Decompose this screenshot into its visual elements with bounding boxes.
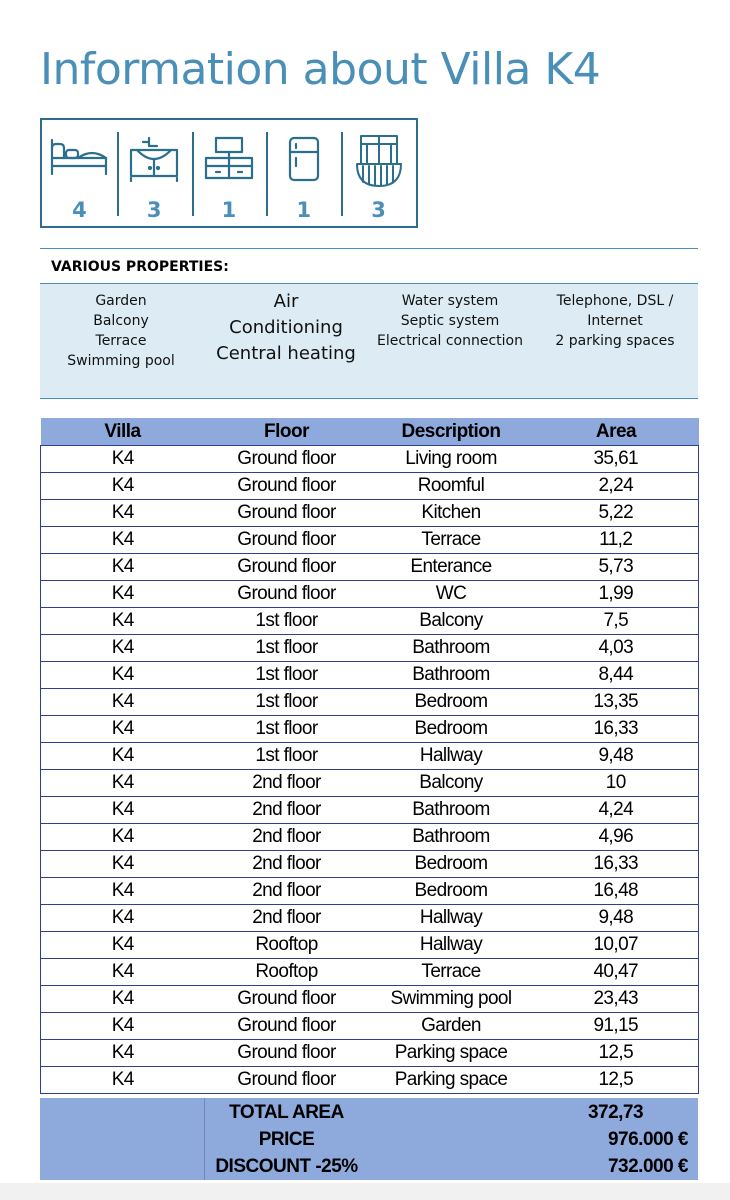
cell-area: 40,47: [534, 959, 699, 986]
cell-floor: Ground floor: [205, 473, 369, 500]
cell-villa: K4: [41, 1040, 205, 1067]
cell-floor: Ground floor: [205, 1067, 369, 1094]
cell-floor: 1st floor: [205, 689, 369, 716]
cell-floor: Ground floor: [205, 1013, 369, 1040]
discount-label: DISCOUNT -25%: [215, 1156, 358, 1177]
cell-villa: K4: [41, 581, 205, 608]
cell-area: 12,5: [534, 1040, 699, 1067]
amenity-bathrooms: [117, 120, 192, 226]
cell-description: WC: [369, 581, 534, 608]
table-row: [41, 662, 699, 689]
properties-column-climate: [216, 289, 356, 367]
cell-floor: 1st floor: [205, 608, 369, 635]
table-row: [41, 716, 699, 743]
cell-floor: Ground floor: [205, 554, 369, 581]
area-table-wrapper: [40, 418, 698, 1094]
cell-villa: K4: [41, 662, 205, 689]
column-header-villa: Villa: [41, 418, 205, 446]
table-row: [41, 635, 699, 662]
column-header-area: Area: [534, 418, 699, 446]
cell-floor: 2nd floor: [205, 851, 369, 878]
cell-villa: K4: [41, 770, 205, 797]
property-item: Balcony: [93, 313, 149, 329]
cell-area: 16,48: [534, 878, 699, 905]
discount-value: 732.000 €: [607, 1156, 688, 1177]
cell-villa: K4: [41, 797, 205, 824]
cell-area: 10: [534, 770, 699, 797]
cell-description: Bathroom: [369, 797, 534, 824]
cell-floor: 2nd floor: [205, 824, 369, 851]
bed-icon: [48, 134, 110, 178]
property-item: Air: [273, 291, 299, 312]
cell-area: 8,44: [534, 662, 699, 689]
cell-villa: K4: [41, 986, 205, 1013]
cell-floor: Rooftop: [205, 959, 369, 986]
cell-area: 4,24: [534, 797, 699, 824]
amenity-kitchens: [192, 120, 267, 226]
table-row: [41, 1040, 699, 1067]
cell-area: 91,15: [534, 1013, 699, 1040]
table-row: [41, 743, 699, 770]
cell-area: 16,33: [534, 851, 699, 878]
cell-description: Hallway: [369, 932, 534, 959]
cell-description: Enterance: [369, 554, 534, 581]
cell-description: Bathroom: [369, 662, 534, 689]
property-item: 2 parking spaces: [555, 333, 675, 349]
table-row: [41, 905, 699, 932]
cell-floor: Ground floor: [205, 446, 369, 473]
cell-floor: Ground floor: [205, 581, 369, 608]
cell-description: Parking space: [369, 1067, 534, 1094]
cell-description: Living room: [369, 446, 534, 473]
table-row: [41, 1013, 699, 1040]
cell-floor: 2nd floor: [205, 878, 369, 905]
table-row: [41, 446, 699, 473]
property-item: Central heating: [216, 343, 356, 364]
cell-description: Bedroom: [369, 851, 534, 878]
properties-divider: [40, 248, 698, 249]
cell-villa: K4: [41, 446, 205, 473]
table-row: [41, 608, 699, 635]
refrigerator-count: 1: [296, 198, 312, 222]
table-row: [41, 851, 699, 878]
cell-area: 16,33: [534, 716, 699, 743]
amenity-bedrooms: [42, 120, 117, 226]
property-item: Septic system: [400, 313, 500, 329]
table-row: [41, 824, 699, 851]
cell-floor: 2nd floor: [205, 905, 369, 932]
refrigerator-icon: [284, 134, 324, 184]
cell-villa: K4: [41, 824, 205, 851]
cell-area: 10,07: [534, 932, 699, 959]
kitchen-counter-icon: [202, 134, 256, 182]
property-item: Water system: [401, 293, 499, 309]
cell-villa: K4: [41, 1013, 205, 1040]
cell-description: Garden: [369, 1013, 534, 1040]
cell-description: Bedroom: [369, 689, 534, 716]
table-row: [41, 770, 699, 797]
cell-floor: 1st floor: [205, 635, 369, 662]
column-header-description: Description: [369, 418, 534, 446]
table-row: [41, 878, 699, 905]
cell-villa: K4: [41, 500, 205, 527]
kitchen-count: 1: [221, 198, 237, 222]
cell-description: Bathroom: [369, 635, 534, 662]
cell-description: Bathroom: [369, 824, 534, 851]
cell-description: Terrace: [369, 959, 534, 986]
cell-description: Bedroom: [369, 878, 534, 905]
property-item: Swimming pool: [67, 353, 175, 369]
properties-box: [40, 283, 698, 399]
cell-floor: Ground floor: [205, 527, 369, 554]
cell-villa: K4: [41, 1067, 205, 1094]
bathroom-sink-icon: [127, 134, 181, 182]
column-header-floor: Floor: [205, 418, 369, 446]
amenity-refrigerators: [266, 120, 341, 226]
properties-heading: VARIOUS PROPERTIES:: [51, 259, 229, 275]
cell-area: 4,03: [534, 635, 699, 662]
cell-description: Hallway: [369, 743, 534, 770]
cell-villa: K4: [41, 932, 205, 959]
table-row: [41, 959, 699, 986]
properties-column-outdoor: [67, 291, 175, 371]
table-header-row: [41, 418, 699, 446]
cell-floor: 2nd floor: [205, 797, 369, 824]
properties-column-connectivity: [555, 291, 674, 351]
cell-description: Roomful: [369, 473, 534, 500]
table-row: [41, 689, 699, 716]
price-value: 976.000 €: [607, 1129, 688, 1150]
cell-area: 35,61: [534, 446, 699, 473]
cell-description: Balcony: [369, 608, 534, 635]
page-title: Information about Villa K4: [40, 44, 601, 95]
table-row: [41, 986, 699, 1013]
cell-area: 23,43: [534, 986, 699, 1013]
balcony-count: 3: [371, 198, 386, 222]
cell-floor: Ground floor: [205, 986, 369, 1013]
table-body: [41, 446, 699, 1094]
balcony-icon: [353, 134, 405, 188]
cell-villa: K4: [41, 743, 205, 770]
bathroom-count: 3: [146, 198, 162, 222]
cell-floor: Ground floor: [205, 500, 369, 527]
bedroom-count: 4: [72, 198, 87, 222]
cell-floor: 1st floor: [205, 716, 369, 743]
cell-description: Swimming pool: [369, 986, 534, 1013]
cell-floor: 2nd floor: [205, 770, 369, 797]
cell-area: 11,2: [534, 527, 699, 554]
cell-villa: K4: [41, 959, 205, 986]
cell-villa: K4: [41, 527, 205, 554]
cell-area: 2,24: [534, 473, 699, 500]
cell-description: Terrace: [369, 527, 534, 554]
total-area-label: TOTAL AREA: [229, 1102, 344, 1123]
cell-description: Parking space: [369, 1040, 534, 1067]
property-item: Electrical connection: [377, 333, 523, 349]
cell-villa: K4: [41, 473, 205, 500]
property-item: Conditioning: [229, 317, 343, 338]
cell-area: 4,96: [534, 824, 699, 851]
table-row: [41, 500, 699, 527]
cell-area: 12,5: [534, 1067, 699, 1094]
cell-villa: K4: [41, 608, 205, 635]
cell-area: 9,48: [534, 905, 699, 932]
cell-area: 5,22: [534, 500, 699, 527]
property-item: Internet: [587, 313, 643, 329]
property-item: Terrace: [95, 333, 147, 349]
amenities-panel: [40, 118, 418, 228]
cell-area: 13,35: [534, 689, 699, 716]
cell-floor: 1st floor: [205, 743, 369, 770]
table-row: [41, 554, 699, 581]
amenity-balconies: [341, 120, 416, 226]
cell-floor: 1st floor: [205, 662, 369, 689]
table-row: [41, 932, 699, 959]
cell-floor: Ground floor: [205, 1040, 369, 1067]
table-row: [41, 473, 699, 500]
cell-description: Hallway: [369, 905, 534, 932]
properties-column-utilities: [377, 291, 523, 351]
page-footer-strip: [0, 1183, 730, 1200]
area-table: [40, 418, 699, 1094]
cell-area: 1,99: [534, 581, 699, 608]
cell-villa: K4: [41, 851, 205, 878]
cell-villa: K4: [41, 635, 205, 662]
totals-panel: [40, 1098, 698, 1180]
cell-floor: Rooftop: [205, 932, 369, 959]
cell-villa: K4: [41, 878, 205, 905]
cell-area: 7,5: [534, 608, 699, 635]
cell-villa: K4: [41, 689, 205, 716]
total-area-value: 372,73: [587, 1102, 644, 1123]
table-row: [41, 1067, 699, 1094]
cell-villa: K4: [41, 716, 205, 743]
cell-area: 9,48: [534, 743, 699, 770]
cell-villa: K4: [41, 905, 205, 932]
cell-description: Kitchen: [369, 500, 534, 527]
cell-villa: K4: [41, 554, 205, 581]
cell-description: Bedroom: [369, 716, 534, 743]
property-item: Garden: [95, 293, 147, 309]
table-row: [41, 797, 699, 824]
property-item: Telephone, DSL /: [556, 293, 674, 309]
price-label: PRICE: [258, 1129, 315, 1150]
table-row: [41, 527, 699, 554]
table-row: [41, 581, 699, 608]
cell-area: 5,73: [534, 554, 699, 581]
cell-description: Balcony: [369, 770, 534, 797]
